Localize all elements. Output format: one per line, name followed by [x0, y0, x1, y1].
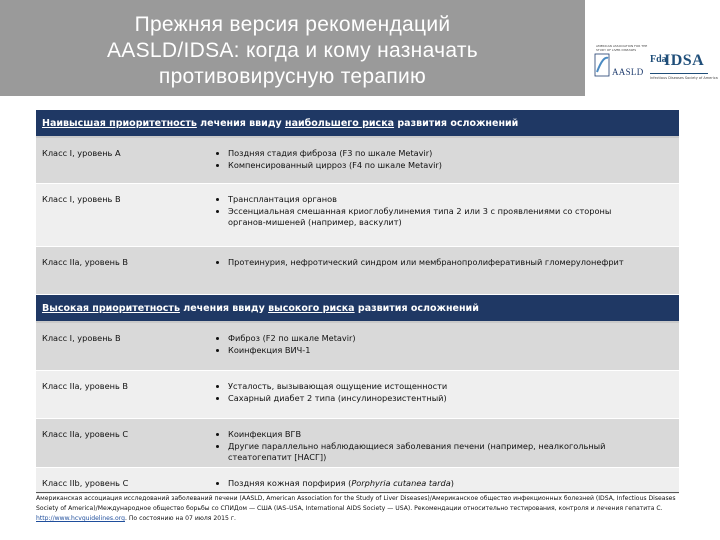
class-level-label: Класс I, уровень B: [42, 333, 121, 343]
criteria-text: ): [450, 478, 454, 488]
class-level-label: Класс I, уровень A: [42, 148, 121, 158]
footnote-divider: [36, 492, 679, 493]
criteria-text-latin: Porphyria cutanea tarda: [351, 478, 451, 488]
header-text-part: наибольшего риска: [285, 118, 395, 129]
criteria-text: Усталость, вызывающая ощущение истощенности: [228, 381, 448, 391]
bullet-icon: [216, 337, 219, 340]
criteria-text: Другие параллельно наблюдающиеся заболевания печени (например, неалкогольный стеатогепатит [НАСГ]): [228, 441, 606, 462]
slide-title: [0, 12, 585, 90]
header-text-part: развития осложнений: [394, 118, 519, 129]
list-item: [216, 333, 646, 344]
header-text-part: развития осложнений: [354, 303, 479, 314]
criteria-list: [216, 381, 646, 405]
criteria-text: Сахарный диабет 2 типа (инсулинорезистентный): [228, 393, 447, 403]
criteria-text: Поздняя стадия фиброза (F3 по шкале Metavir): [228, 148, 433, 158]
title-banner: [0, 0, 585, 96]
list-item: [216, 393, 646, 404]
aasld-logo-text: AASLD: [612, 67, 644, 77]
bullet-icon: [216, 433, 219, 436]
criteria-text: Фиброз (F2 по шкале Metavir): [228, 333, 356, 343]
footnote: [36, 494, 686, 524]
bullet-icon: [216, 445, 219, 448]
bullet-icon: [216, 164, 219, 167]
header-text-part: лечения ввиду: [179, 303, 269, 314]
table-row: [36, 184, 679, 247]
idsa-logo-rule: [650, 73, 708, 74]
list-item: [216, 160, 646, 171]
list-item: [216, 478, 646, 489]
header-text-part: Высокая приоритетность: [42, 303, 180, 314]
guidelines-link[interactable]: http://www.hcvguidelines.org: [36, 515, 125, 522]
criteria-text: Поздняя кожная порфирия (: [228, 478, 352, 488]
criteria-text: Эссенциальная смешанная криоглобулинемия типа 2 или 3 с проявлениями со стороны органов-мишеней (например, васкулит): [228, 206, 612, 227]
class-level-label: Класс I, уровень B: [42, 194, 121, 204]
header-text-part: лечения ввиду: [196, 118, 286, 129]
list-item: [216, 381, 646, 392]
criteria-text: Коинфекция ВИЧ-1: [228, 345, 311, 355]
criteria-list: [216, 194, 646, 229]
criteria-list: [216, 257, 646, 269]
class-level-label: Класс IIb, уровень C: [42, 478, 129, 488]
criteria-list: [216, 478, 646, 490]
list-item: [216, 441, 646, 463]
criteria-list: [216, 333, 646, 357]
criteria-text: Компенсированный цирроз (F4 по шкале Metavir): [228, 160, 442, 170]
criteria-list: [216, 429, 646, 464]
criteria-text: Коинфекция ВГВ: [228, 429, 302, 439]
bullet-icon: [216, 210, 219, 213]
idsa-logo-text: IDSA: [664, 52, 705, 69]
table-row: [36, 247, 679, 295]
table-row: [36, 371, 679, 419]
bullet-icon: [216, 152, 219, 155]
list-item: [216, 194, 646, 205]
section-header-highest-priority: [36, 110, 679, 138]
idsa-logo-mark: Fda: [650, 54, 667, 65]
title-line-3: противовирусную терапию: [158, 65, 427, 88]
footnote-text: . По состоянию на 07 июля 2015 г.: [124, 515, 236, 522]
section-header-high-priority: [36, 295, 679, 323]
list-item: [216, 345, 646, 356]
table-row: [36, 323, 679, 371]
class-level-label: Класс IIa, уровень C: [42, 429, 129, 439]
table-row: [36, 468, 679, 495]
bullet-icon: [216, 349, 219, 352]
table-row: [36, 419, 679, 468]
bullet-icon: [216, 385, 219, 388]
criteria-text: Протеинурия, нефротический синдром или мембранопролиферативный гломерулонефрит: [228, 257, 624, 267]
criteria-list: [216, 148, 646, 172]
header-text-part: Наивысшая приоритетность: [42, 118, 197, 129]
idsa-logo-caption: Infectious Diseases Society of America: [650, 76, 718, 80]
priority-table: [36, 110, 679, 495]
footnote-text: Американская ассоциация исследований заболеваний печени (AASLD, American Association for the Study of Liver Diseases)/Американское общество инфекционных болезней (IDSA, Infectious Diseases Society of America)/Международное общество борьбы со СПИДом — США (IAS–USA, International AIDS Society — USA). Рекомендации относительно тестирования, контроля и лечения гепатита C.: [36, 495, 676, 512]
list-item: [216, 148, 646, 159]
slide-header: [0, 0, 720, 96]
aasld-logo-caption: AMERICAN ASSOCIATION FOR THE STUDY OF LIVER DISEASES: [596, 44, 648, 52]
list-item: [216, 206, 646, 228]
title-line-1: Прежняя версия рекомендаций: [134, 13, 451, 36]
table-row: [36, 138, 679, 184]
class-level-label: Класс IIa, уровень B: [42, 381, 129, 391]
bullet-icon: [216, 261, 219, 264]
list-item: [216, 257, 646, 268]
bullet-icon: [216, 198, 219, 201]
bullet-icon: [216, 397, 219, 400]
header-text-part: высокого риска: [268, 303, 355, 314]
title-line-2: AASLD/IDSA: когда и кому назначать: [106, 39, 479, 62]
list-item: [216, 429, 646, 440]
criteria-text: Трансплантация органов: [228, 194, 337, 204]
class-level-label: Класс IIa, уровень B: [42, 257, 129, 267]
bullet-icon: [216, 482, 219, 485]
